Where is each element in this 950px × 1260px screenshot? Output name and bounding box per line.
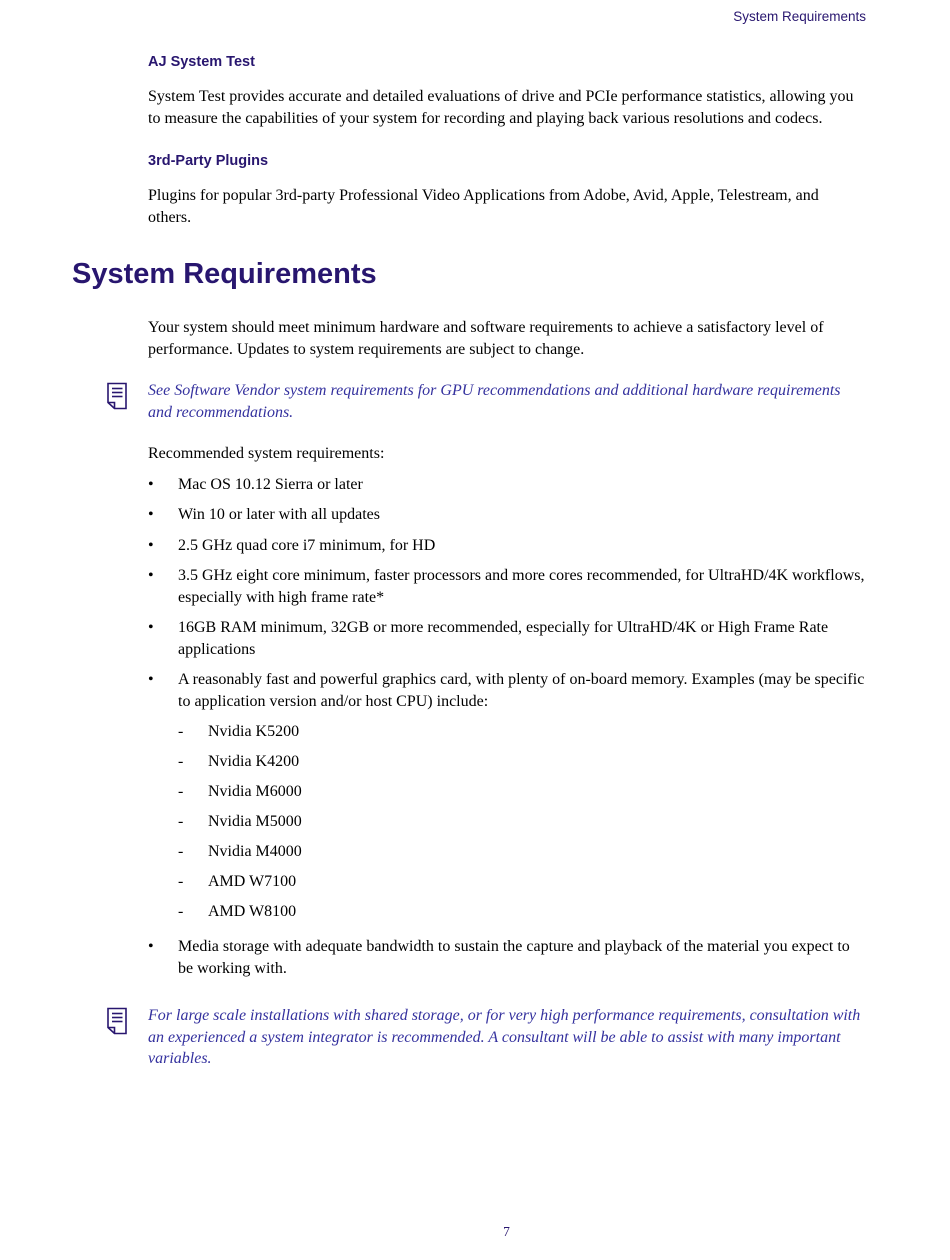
list-item [178,781,865,803]
bullet-marker: • [148,475,154,493]
list-item-text: 2.5 GHz quad core i7 minimum, for HD [178,536,436,554]
intro-paragraph: Your system should meet minimum hardware and software requirements to achieve a satisfactory level of performance. Updates to system requirements are subject to change. [148,319,824,358]
list-item [178,721,865,743]
list-item [148,617,865,660]
dash-marker: - [178,752,184,770]
note-document-icon [104,380,148,415]
dash-marker: - [178,872,184,890]
list-item-text: Media storage with adequate bandwidth to sustain the capture and playback of the material you expect to be working with. [178,938,850,977]
list-item [148,669,865,712]
bullet-marker: • [148,536,154,554]
note-text: See Software Vendor system requirements for GPU recommendations and additional hardware requirements and recommendations. [148,382,841,421]
dash-marker: - [178,812,184,830]
bullet-marker: • [148,619,154,637]
list-item-text: Win 10 or later with all updates [178,506,380,524]
list-item-text: Nvidia M6000 [208,782,302,800]
list-item [178,871,865,893]
page-title: System Requirements [72,258,377,290]
list-item [148,535,865,557]
list-item [148,474,865,496]
list-item [178,841,865,863]
note-text: For large scale installations with shared storage, or for very high performance requirements, consultation with an experienced a system integrator is recommended. A consultant will be able to assist with many important variables. [148,1007,861,1068]
dash-marker: - [178,842,184,860]
list-item [178,751,865,773]
list-item [148,936,865,979]
section-heading-aj-system-test: AJ System Test [148,54,255,70]
list-item [178,901,865,923]
section-heading-3rd-party-plugins: 3rd-Party Plugins [148,153,269,169]
bullet-marker: • [148,567,154,585]
list-item-text: Nvidia K4200 [208,752,300,770]
running-header: System Requirements [733,9,866,24]
dash-marker: - [178,782,184,800]
list-item-text: Nvidia M5000 [208,812,302,830]
note-document-icon [104,1005,148,1040]
bullet-marker: • [148,671,154,689]
list-item [148,565,865,608]
bullet-marker: • [148,938,154,956]
note-callout [104,1005,865,1070]
dash-marker: - [178,722,184,740]
list-item-text: 16GB RAM minimum, 32GB or more recommended, especially for UltraHD/4K or High Frame Rate applications [178,619,829,658]
list-item [148,504,865,526]
paragraph: Plugins for popular 3rd-party Professional Video Applications from Adobe, Avid, Apple, Telestream, and others. [148,187,819,226]
list-item-text: Mac OS 10.12 Sierra or later [178,475,363,493]
list-item [178,811,865,833]
list-item-text: 3.5 GHz eight core minimum, faster processors and more cores recommended, for UltraHD/4K workflows, especially with high frame rate* [178,567,865,606]
requirements-list [148,474,865,980]
gpu-examples-list [178,721,865,923]
list-item-text: AMD W7100 [208,872,297,890]
recommended-label: Recommended system requirements: [148,445,385,463]
list-item-text: A reasonably fast and powerful graphics card, with plenty of on-board memory. Examples (may be specific to application version and/or host CPU) include: [178,671,865,710]
paragraph: System Test provides accurate and detailed evaluations of drive and PCIe performance statistics, allowing you to measure the capabilities of your system for recording and playing back various resolutions and codecs. [148,88,854,127]
list-item-text: Nvidia M4000 [208,842,302,860]
page-number: 7 [503,1224,510,1239]
dash-marker: - [178,902,184,920]
note-callout [104,380,865,423]
list-item-text: AMD W8100 [208,902,297,920]
bullet-marker: • [148,506,154,524]
list-item-text: Nvidia K5200 [208,722,300,740]
